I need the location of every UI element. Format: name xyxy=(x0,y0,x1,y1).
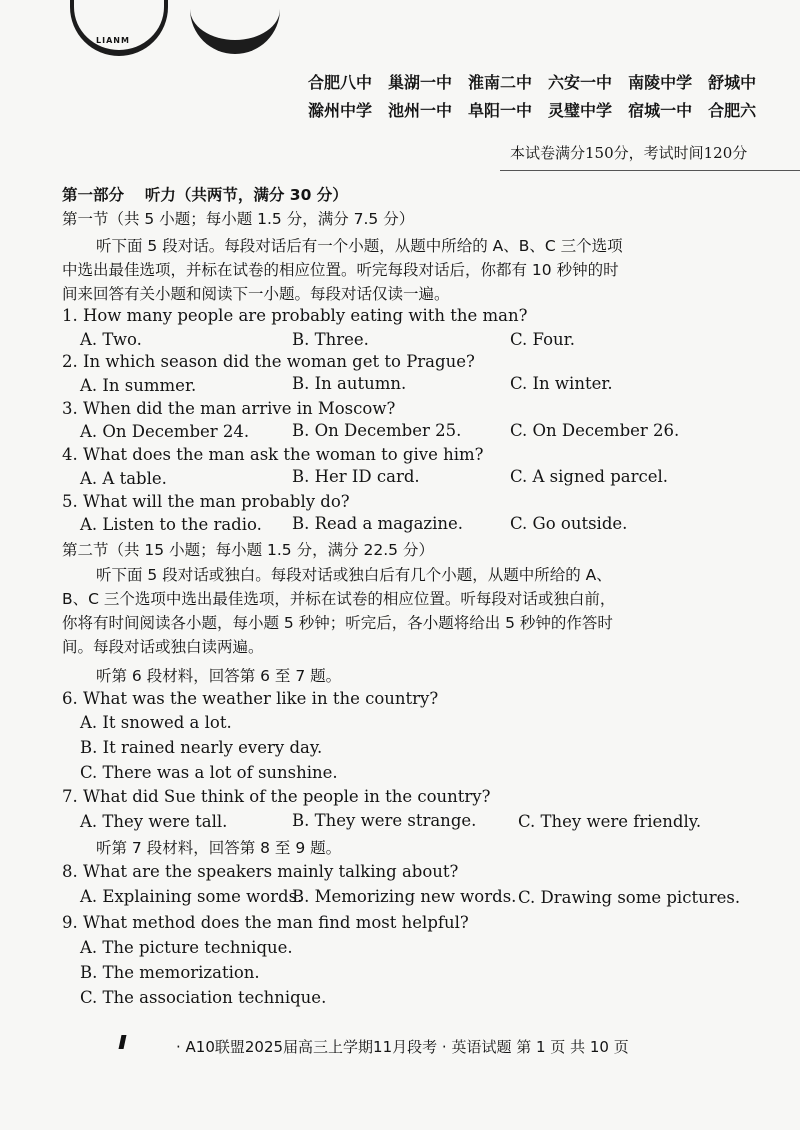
school-name: 池州一中 xyxy=(388,101,453,120)
material-6-heading: 听第 6 段材料，回答第 6 至 7 题。 xyxy=(96,667,342,685)
school-name: 合肥六 xyxy=(708,101,757,120)
question-7: 7. What did Sue think of the people in the country? xyxy=(62,787,491,806)
material-7-heading: 听第 7 段材料，回答第 8 至 9 题。 xyxy=(96,839,342,857)
option-b: B. Read a magazine. xyxy=(292,514,464,533)
option-a: A. Explaining some words. xyxy=(80,887,303,906)
question-5: 5. What will the man probably do? xyxy=(62,492,350,511)
option-a: A. Two. xyxy=(80,330,142,349)
option-c: C. Four. xyxy=(510,330,575,349)
section2-instruction: 你将有时间阅读各小题，每小题 5 秒钟；听完后，各小题将给出 5 秒钟的作答时 xyxy=(62,614,613,632)
logo-text: LIANM xyxy=(96,36,130,45)
section2-instruction: B、C 三个选项中选出最佳选项，并标在试卷的相应位置。听每段对话或独白前， xyxy=(62,590,616,608)
option-a: A. On December 24. xyxy=(80,422,250,441)
page-footer: · A10联盟2025届高三上学期11月段考 · 英语试题 第 1 页 共 10 页 xyxy=(176,1038,629,1056)
option-c: C. On December 26. xyxy=(510,421,680,440)
section1-title: 第一节（共 5 小题；每小题 1.5 分，满分 7.5 分） xyxy=(62,210,415,228)
option-b: B. The memorization. xyxy=(80,963,260,982)
school-name: 舒城中 xyxy=(708,73,757,92)
alliance-logo-right xyxy=(190,0,280,54)
option-b: B. They were strange. xyxy=(292,811,477,830)
school-name: 巢湖一中 xyxy=(388,73,453,92)
question-4: 4. What does the man ask the woman to give him? xyxy=(62,445,484,464)
section1-instruction: 中选出最佳选项，并标在试卷的相应位置。听完每段对话后，你都有 10 秒钟的时 xyxy=(62,261,619,279)
part-title: 第一部分 听力（共两节，满分 30 分） xyxy=(62,186,348,204)
option-c: C. The association technique. xyxy=(80,988,327,1007)
school-name: 六安一中 xyxy=(548,73,613,92)
alliance-logo-left xyxy=(70,0,168,56)
school-name: 宿城一中 xyxy=(628,101,693,120)
option-b: B. In autumn. xyxy=(292,374,407,393)
option-c: C. They were friendly. xyxy=(518,812,702,831)
section1-instruction: 间来回答有关小题和阅读下一小题。每段对话仅读一遍。 xyxy=(62,285,450,303)
question-2: 2. In which season did the woman get to Prague? xyxy=(62,352,475,371)
option-a: A. In summer. xyxy=(80,376,197,395)
section2-instruction: 听下面 5 段对话或独白。每段对话或独白后有几个小题，从题中所给的 A、 xyxy=(96,566,612,584)
option-a: A. They were tall. xyxy=(80,812,228,831)
section2-instruction: 间。每段对话或独白读两遍。 xyxy=(62,638,264,656)
option-b: B. It rained nearly every day. xyxy=(80,738,323,757)
option-c: C. In winter. xyxy=(510,374,613,393)
option-b: B. On December 25. xyxy=(292,421,462,440)
school-list-row2 xyxy=(308,98,772,121)
option-b: B. Her ID card. xyxy=(292,467,420,486)
page-mark xyxy=(119,1035,127,1049)
exam-meta: 本试卷满分150分，考试时间120分 xyxy=(510,144,748,162)
section1-instruction: 听下面 5 段对话。每段对话后有一个小题，从题中所给的 A、B、C 三个选项 xyxy=(96,237,623,255)
option-c: C. Go outside. xyxy=(510,514,628,533)
option-c: C. There was a lot of sunshine. xyxy=(80,763,338,782)
option-a: A. Listen to the radio. xyxy=(80,515,262,534)
option-c: C. Drawing some pictures. xyxy=(518,888,741,907)
divider xyxy=(500,170,800,171)
school-name: 合肥八中 xyxy=(308,73,373,92)
option-a: A. A table. xyxy=(80,469,167,488)
option-c: C. A signed parcel. xyxy=(510,467,669,486)
school-name: 滁州中学 xyxy=(308,101,373,120)
option-a: A. The picture technique. xyxy=(80,938,293,957)
question-9: 9. What method does the man find most helpful? xyxy=(62,913,469,932)
question-3: 3. When did the man arrive in Moscow? xyxy=(62,399,396,418)
school-name: 灵璧中学 xyxy=(548,101,613,120)
option-b: B. Three. xyxy=(292,330,369,349)
question-8: 8. What are the speakers mainly talking about? xyxy=(62,862,459,881)
section2-title: 第二节（共 15 小题；每小题 1.5 分，满分 22.5 分） xyxy=(62,541,434,559)
school-name: 阜阳一中 xyxy=(468,101,533,120)
question-6: 6. What was the weather like in the country? xyxy=(62,689,439,708)
school-name: 南陵中学 xyxy=(628,73,693,92)
question-1: 1. How many people are probably eating with the man? xyxy=(62,306,528,325)
option-b: B. Memorizing new words. xyxy=(292,887,517,906)
school-name: 淮南二中 xyxy=(468,73,533,92)
school-list-row1 xyxy=(308,70,772,93)
option-a: A. It snowed a lot. xyxy=(80,713,232,732)
